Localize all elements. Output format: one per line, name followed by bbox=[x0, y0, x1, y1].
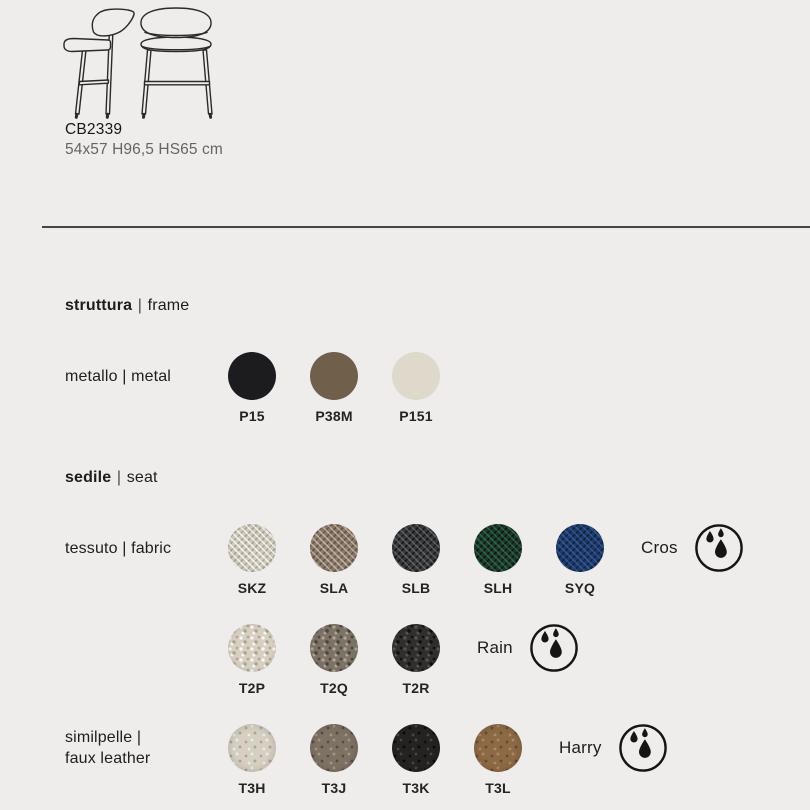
swatch-circle-T3J[interactable] bbox=[310, 724, 358, 772]
water-drops-icon bbox=[694, 523, 744, 573]
swatch-code: T3H bbox=[238, 780, 266, 796]
swatch-circle-T3K[interactable] bbox=[392, 724, 440, 772]
swatch-list bbox=[211, 524, 621, 596]
section-title-italian: struttura bbox=[65, 297, 133, 314]
water-drops-icon bbox=[529, 623, 579, 673]
swatch-code: P151 bbox=[399, 408, 433, 424]
swatch-code: T2Q bbox=[320, 680, 348, 696]
swatch-circle-SKZ[interactable] bbox=[228, 524, 276, 572]
section-title-frame bbox=[65, 296, 810, 316]
section-title-english: frame bbox=[147, 297, 190, 314]
swatch-list bbox=[211, 352, 457, 424]
swatch-SYQ[interactable] bbox=[539, 524, 621, 596]
swatch-P38M[interactable] bbox=[293, 352, 375, 424]
water-drops-icon bbox=[618, 723, 668, 773]
swatch-T3K[interactable] bbox=[375, 724, 457, 796]
material-row bbox=[65, 524, 810, 596]
material-row bbox=[65, 352, 810, 424]
material-label-line-2: faux leather bbox=[65, 750, 151, 767]
swatch-T2Q[interactable] bbox=[293, 624, 375, 696]
swatch-circle-P15[interactable] bbox=[228, 352, 276, 400]
material-label-text: metallo | metal bbox=[65, 367, 171, 385]
swatch-circle-SLB[interactable] bbox=[392, 524, 440, 572]
swatch-circle-T3L[interactable] bbox=[474, 724, 522, 772]
swatch-circle-P38M[interactable] bbox=[310, 352, 358, 400]
swatch-circle-T2R[interactable] bbox=[392, 624, 440, 672]
swatch-T2R[interactable] bbox=[375, 624, 457, 696]
divider-line bbox=[42, 226, 810, 228]
treatment-name: Cros bbox=[641, 538, 678, 557]
swatch-SLB[interactable] bbox=[375, 524, 457, 596]
swatch-circle-T2P[interactable] bbox=[228, 624, 276, 672]
swatch-code: T2P bbox=[238, 680, 266, 696]
swatch-P151[interactable] bbox=[375, 352, 457, 424]
swatch-SLH[interactable] bbox=[457, 524, 539, 596]
section-title-seat bbox=[65, 468, 810, 488]
swatch-circle-P151[interactable] bbox=[392, 352, 440, 400]
treatment-name: Harry bbox=[559, 738, 602, 757]
swatch-code: T3J bbox=[321, 780, 347, 796]
material-label bbox=[65, 624, 211, 672]
product-line-drawing bbox=[57, 5, 217, 120]
material-label bbox=[65, 352, 211, 400]
swatch-circle-T2Q[interactable] bbox=[310, 624, 358, 672]
swatch-code: SLA bbox=[319, 580, 349, 596]
barstool-front-view bbox=[141, 8, 212, 117]
swatch-T3J[interactable] bbox=[293, 724, 375, 796]
separator: | bbox=[112, 469, 126, 486]
swatch-code: T3K bbox=[402, 780, 430, 796]
swatch-T3L[interactable] bbox=[457, 724, 539, 796]
finishes-panel bbox=[65, 296, 810, 796]
separator: | bbox=[133, 297, 147, 314]
material-label bbox=[65, 524, 211, 572]
swatch-code: P15 bbox=[239, 408, 265, 424]
treatment-name: Rain bbox=[477, 638, 513, 657]
swatch-list bbox=[211, 624, 457, 696]
swatch-code: P38M bbox=[315, 408, 353, 424]
treatment-rain bbox=[477, 624, 579, 672]
section-frame bbox=[65, 296, 810, 424]
section-title-italian: sedile bbox=[65, 469, 112, 486]
swatch-circle-SYQ[interactable] bbox=[556, 524, 604, 572]
swatch-code: T2R bbox=[402, 680, 430, 696]
swatch-SLA[interactable] bbox=[293, 524, 375, 596]
material-label-text: tessuto | fabric bbox=[65, 539, 172, 557]
swatch-circle-SLH[interactable] bbox=[474, 524, 522, 572]
barstool-side-view bbox=[64, 9, 134, 117]
swatch-code: SLB bbox=[401, 580, 431, 596]
treatment-harry bbox=[559, 724, 668, 772]
swatch-circle-SLA[interactable] bbox=[310, 524, 358, 572]
material-row bbox=[65, 724, 810, 796]
swatch-T3H[interactable] bbox=[211, 724, 293, 796]
product-dimensions: 54x57 H96,5 HS65 cm bbox=[65, 141, 223, 158]
swatch-code: SLH bbox=[483, 580, 513, 596]
product-code: CB2339 bbox=[65, 121, 123, 138]
swatch-code: T3L bbox=[485, 780, 511, 796]
material-label-line-1: similpelle | bbox=[65, 729, 142, 746]
swatch-code: SYQ bbox=[564, 580, 596, 596]
material-row bbox=[65, 624, 810, 696]
section-title-english: seat bbox=[126, 469, 158, 486]
treatment-cros bbox=[641, 524, 744, 572]
material-label bbox=[65, 724, 211, 772]
section-seat bbox=[65, 468, 810, 796]
swatch-code: SKZ bbox=[237, 580, 267, 596]
swatch-T2P[interactable] bbox=[211, 624, 293, 696]
swatch-SKZ[interactable] bbox=[211, 524, 293, 596]
swatch-list bbox=[211, 724, 539, 796]
swatch-circle-T3H[interactable] bbox=[228, 724, 276, 772]
swatch-P15[interactable] bbox=[211, 352, 293, 424]
barstool-drawing-svg bbox=[57, 5, 217, 120]
